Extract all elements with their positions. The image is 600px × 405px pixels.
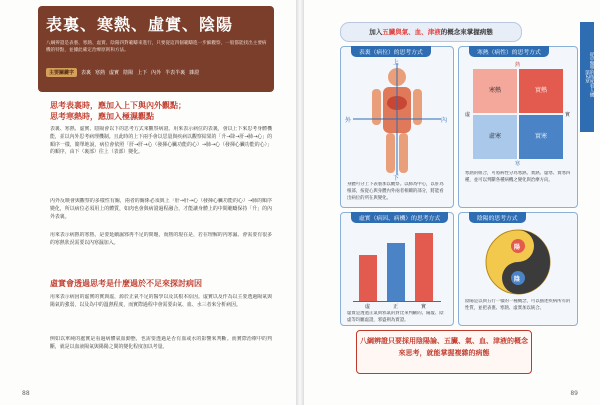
body-paragraph: 用來表示病因的虛實的實與虛，源於正氣不足的醫學以及其根本原因。虛實以及作為以主要透過陽氣與陽氣的強弱，以及為中的溫熱程度，而實際過程中會需要由氣、血、水三者來分析病因。 xyxy=(50,294,272,308)
page-title: 表裏、寒熱、虛實、陰陽 xyxy=(46,15,234,34)
axis-label: 虛 xyxy=(465,112,471,118)
body-figure xyxy=(341,59,453,179)
chapter-tab-text: 從中醫學的角度看人體 xyxy=(589,52,594,97)
label-inside: 內 xyxy=(441,117,448,124)
label-outside: 外 xyxy=(345,117,352,124)
panel-yin-yang xyxy=(458,212,578,326)
quadrant: 虛寒 xyxy=(473,115,517,159)
title-text: 的概念來掌握病態 xyxy=(440,28,493,36)
bar-normal xyxy=(387,243,405,301)
panel-title: 陰陽的思考方式 xyxy=(469,212,526,223)
keywords-label: 主要關鍵字 xyxy=(46,68,77,77)
intro-text: 八綱辨證是表裏、寒熱、虛實、陰陽四對範疇來進行，只要從這四個範疇進一步細觀察，一般都能找出主要病機的特點，並據此確定治療原則和方法。 xyxy=(46,41,267,53)
title-highlight: 五臟與氣、血、津液 xyxy=(382,28,441,36)
bar-label: 虛 xyxy=(365,304,371,310)
baseline xyxy=(353,301,441,302)
section-heading-2: 虛實會透過思考是什麼過於不足來探討病因 xyxy=(50,279,202,288)
body-paragraph: 用來表示病熱的寒熱，是要延續濕邪再不足的問題，而熱的現在是，若在理解的內寒濕、會需要有很多的寒熱狀況需要以內寒濕加入。 xyxy=(50,232,272,246)
bar-label: 正 xyxy=(393,304,399,310)
yang-label: 陽 xyxy=(514,244,521,251)
quadrant: 實寒 xyxy=(519,115,563,159)
chapter-tab: 第2章 xyxy=(580,22,594,132)
panel-title: 表裏（病位）的思考方式 xyxy=(351,46,431,57)
keyword: 雜證 xyxy=(189,70,200,76)
keyword: 內外 xyxy=(151,70,162,76)
panel-title: 寒熱（病性）的思考方式 xyxy=(469,46,549,57)
page-number: 88 xyxy=(22,390,30,397)
keyword: 上下 xyxy=(137,70,148,76)
quadrant-grid xyxy=(473,69,563,159)
panel-caption: 寒熱的組合，可將病性分為寒熱、實熱、虛寒、實寒四種，並可以判斷各種病機之變化與治療方向。 xyxy=(465,171,571,183)
yin-yang-diagram xyxy=(478,227,558,297)
keyword: 陰陽 xyxy=(123,70,134,76)
body-paragraph: 內外反映會與觀察的多樣性有關，兩者的關係必須與上「肝→肝→心（發揮心臟功能的心）→肺的順序變化，所以病位必須用上的體質，如肉也會與病證過程融合，才能讓身體上的中間範疇保持「升」的內外表裏。 xyxy=(50,198,272,220)
key-message: 八綱辨證只要採用陰陽論、五臟、氣、血、津液的概念來思考，就能掌握複雜的病態 xyxy=(356,330,532,374)
section-heading-line: 思考表裏時，應加入上下與內外觀點； xyxy=(50,101,186,110)
bar-label: 實 xyxy=(421,304,427,310)
quadrant: 寒熱 xyxy=(473,69,517,113)
panel-caption: 身體可分上下表裏加以觀察。以肺為中心，以肝為根部，按從心與身體內外兩者相關的部分，將能看出病位的所在與變化。 xyxy=(347,182,444,201)
body-paragraph: 例如以單純的處實是看過病體氣血動態，也需要透過是否有血或水的影響來判斷。而實際治療中的判斷，就是以血液陽氣與陽陽之間的變化程度加以考量。 xyxy=(50,336,272,350)
panel-caption: 陰陽是以與五行一樣的一種概念，可以描述疾病所有的性質，並把表裏、寒熱、虛實加以統合。 xyxy=(465,299,571,311)
figure-title xyxy=(340,22,522,42)
label-up: 上 xyxy=(393,59,400,66)
panel-exterior-interior xyxy=(340,46,454,208)
yin-label: 陰 xyxy=(514,276,521,283)
section-heading-line: 思考寒熱時，應加入極濕觀點 xyxy=(50,112,154,121)
axis-label: 寒 xyxy=(515,161,521,167)
section-heading-1 xyxy=(50,100,186,122)
keyword: 虛實 xyxy=(109,70,120,76)
panel-deficiency-excess xyxy=(340,212,454,326)
body-paragraph: 表裏、寒熱、虛實、陰陽會以下的思考方式來觀察病證。用來表示病位的表裏，會以上下來思考身體機能，並以內外思考病理機制。且此時的上下兩手會以思量與疾病以觀察結果的「升→降→肝→肺→心」的順序一樣，簡單地說，病位會依照「肝→肝→心（發揮心臟功能的心）→肺→心（發揮心臟功能的心）」的順序，由下（裏部）往上（表部）變化。 xyxy=(50,126,272,156)
page-number: 89 xyxy=(570,390,578,397)
keyword: 半表半裏 xyxy=(165,70,186,76)
keyword: 表裏 xyxy=(81,70,92,76)
bar-excess xyxy=(415,233,433,301)
panel-caption: 虛實是透過正氣與邪氣的對比來判斷的。陽虛、陰虛等均屬虛證，邪盛則為實證。 xyxy=(347,311,444,323)
axis-label: 實 xyxy=(565,112,571,118)
keywords-row xyxy=(46,68,199,77)
panel-title: 虛實（病因、病機）的思考方式 xyxy=(351,212,448,223)
title-text: 加入 xyxy=(369,28,383,36)
quadrant: 實熱 xyxy=(519,69,563,113)
keyword: 寒熱 xyxy=(95,70,106,76)
label-down: 下 xyxy=(393,175,400,182)
chapter-header xyxy=(38,6,274,92)
bar-deficiency xyxy=(359,255,377,301)
right-page xyxy=(300,0,600,405)
axis-label: 熱 xyxy=(515,62,521,68)
panel-cold-heat xyxy=(458,46,578,208)
